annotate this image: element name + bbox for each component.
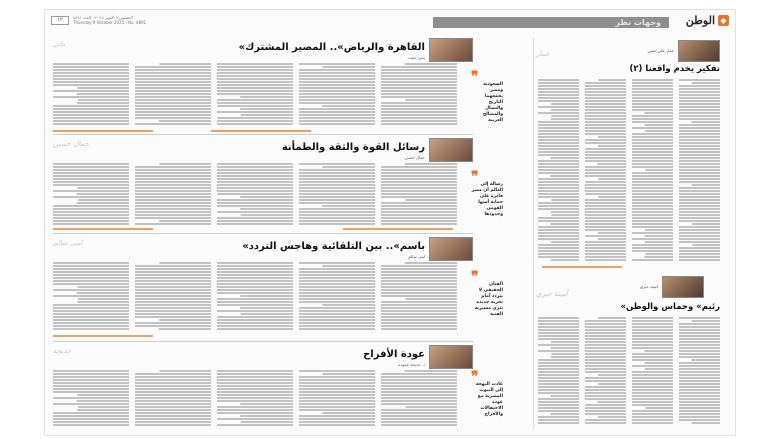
column-end-bar [542,266,622,268]
date-line-ar: الخميس ٩ أكتوبر ٢٠٢٥ - العدد ٤٨٩١ [73,15,133,20]
brand-mark-icon: ◆ [718,15,729,26]
column-end-bar [53,335,153,337]
pull-quote-text: عادت البهجة إلى البيوت المصرية مع عودة الاحتفالات والأفراح [475,382,503,417]
pull-quote-2 [471,169,503,218]
article-body-text [53,261,457,333]
divider [53,134,473,135]
quote-icon: ❞ [471,169,479,185]
article-1 [53,38,473,130]
divider [53,341,473,342]
author-photo [662,276,704,298]
date-line [73,15,153,25]
column-title: «رئيم» وحماس والوطن [620,302,720,312]
pull-quote-text: الفنان الحقيقي لا يتردد أمام تجربة جديدة تثري مسيرته الفنية [474,282,503,317]
column-byline: عمار علي حسن [647,48,674,53]
column-watermark: أمينة خيري [536,290,568,298]
author-photo [429,138,473,162]
column-end-bar [53,228,153,230]
date-line-en: Thursday 9 October 2025 - No. 4891 [73,20,147,25]
article-body-text [53,62,457,128]
column-title: تفكير يخدم واقعنا (٢) [629,64,720,74]
author-photo [429,38,473,62]
article-byline: لبنى سالم [408,254,425,259]
column-end-bar [343,228,453,230]
article-body-text [53,369,457,429]
newspaper-page [44,9,736,436]
article-watermark: لبنى سالم [53,239,83,247]
section-bar [433,17,669,28]
article-4 [53,345,473,431]
article-title: «القاهرة والرياض».. المصير المشترك [238,42,425,53]
column-watermark: عمار [536,50,550,58]
divider [53,233,473,234]
column-body-text [538,78,720,262]
article-byline: جمال حسين [404,155,425,160]
article-3 [53,237,473,337]
author-photo [429,345,473,369]
brand-logo-text: الوطن [685,14,715,27]
article-title: رسائل القوة والثقة والطمأنة [281,142,425,153]
quote-icon: ❞ [471,269,479,285]
article-body-text [53,162,457,226]
article-byline: يحي حبيب [407,55,425,60]
article-title: «باسم».. بين التلقائية وهاجس التردد [242,241,425,252]
section-title: وجهات نظر [615,18,661,27]
article-2 [53,138,473,230]
author-photo [678,40,720,62]
article-title: عودة الأفراح [363,349,425,360]
page-number: ١٢ [51,16,69,25]
quote-icon: ❞ [471,369,479,385]
article-watermark: يحي [53,40,66,48]
author-photo [429,237,473,261]
column-end-bar [211,130,311,132]
article-watermark: خديجة [53,347,72,355]
masthead [45,10,735,34]
article-byline: د. خديجة حمودة [398,362,425,367]
article-watermark: جمال حسين [53,140,89,148]
pull-quote-3 [471,269,503,318]
pull-quote-1 [471,69,503,124]
column-end-bar [53,130,153,132]
quote-icon: ❞ [471,69,479,85]
pull-quote-text: رسالة إلى العالم أن مصر قادرة على حماية أمنها القومي وحدودها [471,182,503,217]
column-byline: أمينة خيري [639,284,658,289]
right-column [533,38,724,430]
column-body-text [538,316,720,426]
pull-quote-4 [471,369,503,418]
pull-quote-text: السعودية ومصر يجمعهما التاريخ والنضال والمصالح العربية [482,82,503,123]
